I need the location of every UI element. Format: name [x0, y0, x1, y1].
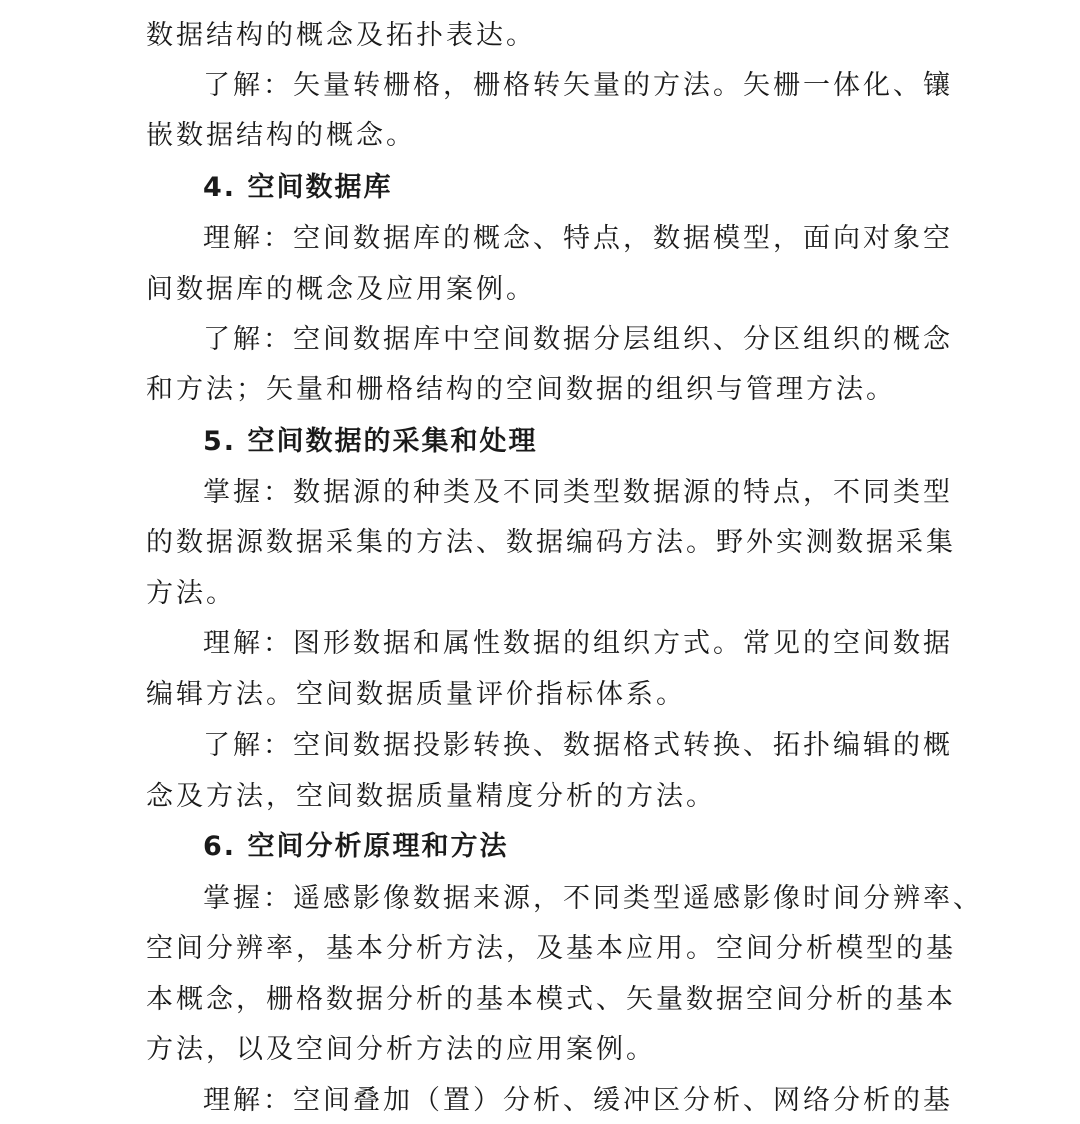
paragraph-line: 掌握：数据源的种类及不同类型数据源的特点，不同类型: [203, 477, 953, 508]
paragraph-line: 本概念，栅格数据分析的基本模式、矢量数据空间分析的基本: [146, 984, 956, 1015]
paragraph-line: 了解：空间数据投影转换、数据格式转换、拓扑编辑的概: [203, 730, 953, 761]
paragraph-line: 了解：空间数据库中空间数据分层组织、分区组织的概念: [203, 324, 953, 355]
paragraph-line: 理解：空间数据库的概念、特点，数据模型，面向对象空: [203, 223, 953, 254]
paragraph-line: 方法。: [146, 578, 236, 609]
paragraph-line: 数据结构的概念及拓扑表达。: [146, 20, 536, 51]
section-heading-5: 5. 空间数据的采集和处理: [203, 426, 538, 457]
paragraph-line: 编辑方法。空间数据质量评价指标体系。: [146, 679, 686, 710]
paragraph-line: 空间分辨率，基本分析方法，及基本应用。空间分析模型的基: [146, 933, 956, 964]
paragraph-line: 间数据库的概念及应用案例。: [146, 274, 536, 305]
paragraph-line: 掌握：遥感影像数据来源，不同类型遥感影像时间分辨率、: [203, 883, 983, 914]
paragraph-line: 了解：矢量转栅格，栅格转矢量的方法。矢栅一体化、镶: [203, 70, 953, 101]
paragraph-line: 念及方法，空间数据质量精度分析的方法。: [146, 781, 716, 812]
paragraph-line: 嵌数据结构的概念。: [146, 120, 416, 151]
paragraph-line: 理解：空间叠加（置）分析、缓冲区分析、网络分析的基: [203, 1085, 953, 1116]
paragraph-line: 方法，以及空间分析方法的应用案例。: [146, 1034, 656, 1065]
section-heading-6: 6. 空间分析原理和方法: [203, 831, 509, 862]
paragraph-line: 和方法；矢量和栅格结构的空间数据的组织与管理方法。: [146, 374, 896, 405]
paragraph-line: 的数据源数据采集的方法、数据编码方法。野外实测数据采集: [146, 527, 956, 558]
paragraph-line: 理解：图形数据和属性数据的组织方式。常见的空间数据: [203, 628, 953, 659]
section-heading-4: 4. 空间数据库: [203, 172, 393, 203]
